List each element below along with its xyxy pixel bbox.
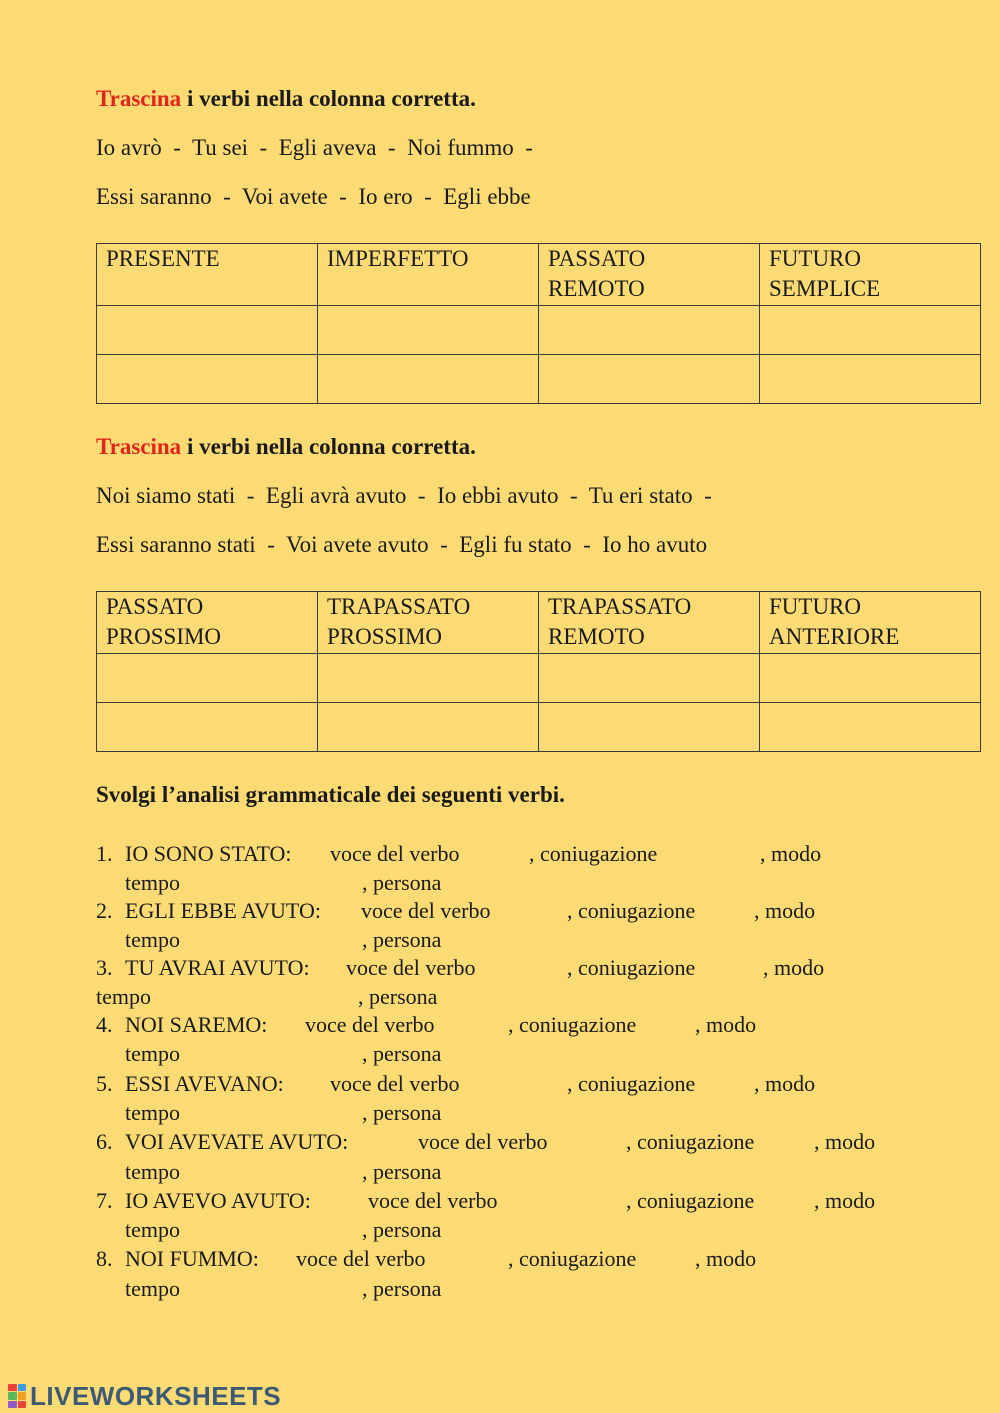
item-modo-label: , modo: [814, 1129, 876, 1154]
drop-cell[interactable]: [97, 355, 318, 404]
item-modo-label: , modo: [760, 841, 822, 866]
item-persona-label: , persona: [358, 984, 438, 1009]
item-persona-label: , persona: [362, 1276, 442, 1301]
item-coniugazione-label: , coniugazione: [626, 1129, 755, 1154]
drop-cell[interactable]: [539, 355, 760, 404]
item-verb: NOI FUMMO:: [125, 1246, 259, 1271]
instruction-highlight: Trascina: [96, 86, 182, 111]
item-modo-label: , modo: [814, 1188, 876, 1213]
item-coniugazione-label: , coniugazione: [567, 955, 696, 980]
item-number: 4.: [96, 1012, 113, 1037]
item-tempo-label: tempo: [125, 1276, 180, 1301]
item-number: 8.: [96, 1246, 113, 1271]
item-number: 5.: [96, 1071, 113, 1096]
item-voce-label: voce del verbo: [368, 1188, 498, 1213]
item-verb: IO SONO STATO:: [125, 841, 292, 866]
item-number: 2.: [96, 898, 113, 923]
exercise1-verbs-line-2[interactable]: Essi saranno - Voi avete - Io ero - Egli ebbe: [96, 184, 531, 209]
item-voce-label: voce del verbo: [330, 841, 460, 866]
logo-mark-icon: [8, 1384, 26, 1408]
drop-cell[interactable]: [760, 355, 981, 404]
item-persona-label: , persona: [362, 1041, 442, 1066]
item-persona-label: , persona: [362, 870, 442, 895]
liveworksheets-logo[interactable]: [8, 1380, 281, 1412]
drop-cell[interactable]: [97, 306, 318, 355]
drop-cell[interactable]: [760, 703, 981, 752]
item-tempo-label: tempo: [125, 927, 180, 952]
drop-cell[interactable]: [97, 654, 318, 703]
logo-text: LIVEWORKSHEETS: [30, 1380, 282, 1411]
drop-cell[interactable]: [318, 703, 539, 752]
item-persona-label: , persona: [362, 1159, 442, 1184]
item-tempo-label: tempo: [96, 984, 151, 1009]
column-header: FUTURO ANTERIORE: [760, 592, 981, 654]
exercise1-table: [96, 243, 981, 404]
item-tempo-label: tempo: [125, 1159, 180, 1184]
item-verb: IO AVEVO AVUTO:: [125, 1188, 311, 1213]
item-voce-label: voce del verbo: [305, 1012, 435, 1037]
exercise2-verbs-line-1[interactable]: Noi siamo stati - Egli avrà avuto - Io ebbi avuto - Tu eri stato -: [96, 483, 712, 508]
drop-cell[interactable]: [318, 654, 539, 703]
drop-cell[interactable]: [539, 306, 760, 355]
item-coniugazione-label: , coniugazione: [626, 1188, 755, 1213]
item-tempo-label: tempo: [125, 1041, 180, 1066]
item-coniugazione-label: , coniugazione: [508, 1246, 637, 1271]
drop-cell[interactable]: [539, 654, 760, 703]
item-voce-label: voce del verbo: [346, 955, 476, 980]
item-tempo-label: tempo: [125, 1217, 180, 1242]
column-header: IMPERFETTO: [318, 244, 539, 306]
column-header: PRESENTE: [97, 244, 318, 306]
item-verb: VOI AVEVATE AVUTO:: [125, 1129, 349, 1154]
column-header: FUTURO SEMPLICE: [760, 244, 981, 306]
item-tempo-label: tempo: [125, 870, 180, 895]
drop-cell[interactable]: [318, 355, 539, 404]
item-modo-label: , modo: [695, 1012, 757, 1037]
item-voce-label: voce del verbo: [361, 898, 491, 923]
item-verb: EGLI EBBE AVUTO:: [125, 898, 321, 923]
item-modo-label: , modo: [763, 955, 825, 980]
drop-cell[interactable]: [97, 703, 318, 752]
item-modo-label: , modo: [754, 898, 816, 923]
instruction-text: i verbi nella colonna corretta.: [181, 434, 476, 459]
exercise2-table: [96, 591, 981, 752]
column-header: TRAPASSATO PROSSIMO: [318, 592, 539, 654]
exercise2-verbs-line-2[interactable]: Essi saranno stati - Voi avete avuto - Egli fu stato - Io ho avuto: [96, 532, 708, 557]
item-voce-label: voce del verbo: [296, 1246, 426, 1271]
item-modo-label: , modo: [754, 1071, 816, 1096]
item-verb: TU AVRAI AVUTO:: [125, 955, 310, 980]
drop-cell[interactable]: [760, 306, 981, 355]
item-coniugazione-label: , coniugazione: [567, 1071, 696, 1096]
item-number: 3.: [96, 955, 113, 980]
item-persona-label: , persona: [362, 1100, 442, 1125]
item-number: 1.: [96, 841, 113, 866]
column-header: TRAPASSATO REMOTO: [539, 592, 760, 654]
exercise1-verbs-line-1[interactable]: Io avrò - Tu sei - Egli aveva - Noi fummo -: [96, 135, 533, 160]
item-persona-label: , persona: [362, 1217, 442, 1242]
item-verb: NOI SAREMO:: [125, 1012, 268, 1037]
column-header: PASSATO REMOTO: [539, 244, 760, 306]
item-tempo-label: tempo: [125, 1100, 180, 1125]
exercise2-instruction: [96, 433, 476, 461]
drop-cell[interactable]: [539, 703, 760, 752]
item-voce-label: voce del verbo: [418, 1129, 548, 1154]
item-number: 6.: [96, 1129, 113, 1154]
drop-cell[interactable]: [318, 306, 539, 355]
item-persona-label: , persona: [362, 927, 442, 952]
item-modo-label: , modo: [695, 1246, 757, 1271]
exercise1-instruction: [96, 85, 476, 113]
item-verb: ESSI AVEVANO:: [125, 1071, 284, 1096]
item-coniugazione-label: , coniugazione: [529, 841, 658, 866]
item-voce-label: voce del verbo: [330, 1071, 460, 1096]
item-number: 7.: [96, 1188, 113, 1213]
item-coniugazione-label: , coniugazione: [508, 1012, 637, 1037]
instruction-text: i verbi nella colonna corretta.: [181, 86, 476, 111]
item-coniugazione-label: , coniugazione: [567, 898, 696, 923]
column-header: PASSATO PROSSIMO: [97, 592, 318, 654]
exercise3-instruction: Svolgi l’analisi grammaticale dei seguenti verbi.: [96, 782, 565, 807]
drop-cell[interactable]: [760, 654, 981, 703]
instruction-highlight: Trascina: [96, 434, 182, 459]
